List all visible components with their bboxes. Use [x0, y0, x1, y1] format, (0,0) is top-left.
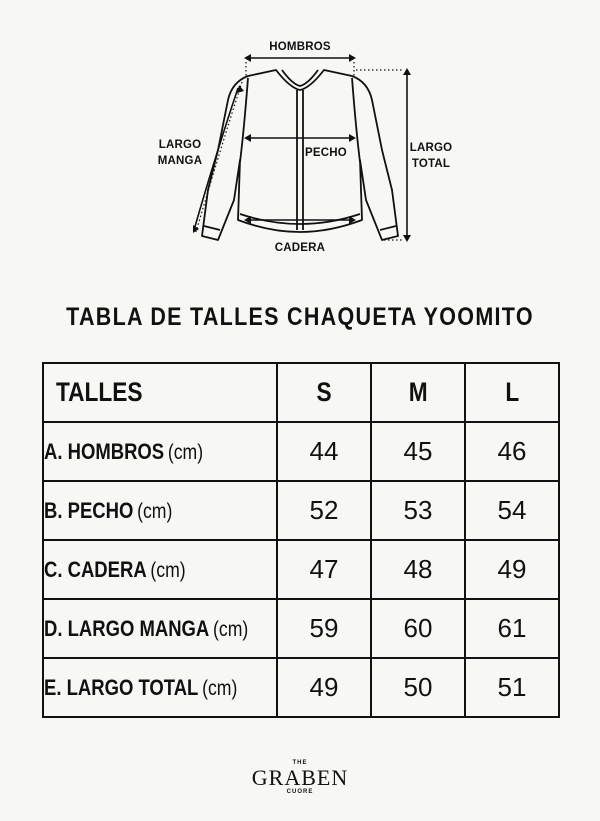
- label-largo-total-line2: TOTAL: [411, 158, 451, 170]
- size-chart-table: [42, 362, 560, 718]
- label-pecho: PECHO: [305, 147, 347, 159]
- row-label-largo-total: E. LARGO TOTAL (cm): [43, 658, 277, 717]
- jacket-measurement-diagram: [0, 0, 600, 270]
- label-largo-manga-line2: MANGA: [157, 155, 203, 167]
- label-largo-manga-line1: LARGO: [158, 139, 202, 151]
- label-largo-total-line1: LARGO: [409, 142, 453, 154]
- header-talles: TALLES: [43, 363, 277, 422]
- cell-value: 46: [465, 422, 559, 481]
- label-hombros: HOMBROS: [269, 41, 331, 53]
- header-size-l: L: [465, 363, 559, 422]
- cell-value: 47: [277, 540, 371, 599]
- cell-value: 49: [277, 658, 371, 717]
- cell-value: 45: [371, 422, 465, 481]
- table-row: [43, 481, 559, 540]
- table-row: [43, 422, 559, 481]
- row-label-largo-manga: D. LARGO MANGA (cm): [43, 599, 277, 658]
- brand-top-text: THE: [292, 760, 308, 766]
- cell-value: 54: [465, 481, 559, 540]
- brand-logo: [0, 760, 600, 796]
- brand-name: GRABEN: [251, 765, 349, 790]
- row-label-hombros: A. HOMBROS (cm): [43, 422, 277, 481]
- row-label-pecho: B. PECHO (cm): [43, 481, 277, 540]
- table-header-row: [43, 363, 559, 422]
- table-row: [43, 599, 559, 658]
- cell-value: 48: [371, 540, 465, 599]
- cell-value: 60: [371, 599, 465, 658]
- cell-value: 50: [371, 658, 465, 717]
- header-size-m: M: [371, 363, 465, 422]
- header-size-s: S: [277, 363, 371, 422]
- jacket-illustration: [0, 0, 600, 270]
- cell-value: 49: [465, 540, 559, 599]
- row-label-cadera: C. CADERA (cm): [43, 540, 277, 599]
- cell-value: 61: [465, 599, 559, 658]
- page-title: TABLA DE TALLES CHAQUETA YOOMITO: [66, 303, 534, 331]
- brand-bottom-text: CUORE: [286, 789, 314, 795]
- cell-value: 59: [277, 599, 371, 658]
- cell-value: 52: [277, 481, 371, 540]
- table-row: [43, 540, 559, 599]
- table-row: [43, 658, 559, 717]
- label-cadera: CADERA: [274, 242, 326, 254]
- cell-value: 51: [465, 658, 559, 717]
- cell-value: 53: [371, 481, 465, 540]
- cell-value: 44: [277, 422, 371, 481]
